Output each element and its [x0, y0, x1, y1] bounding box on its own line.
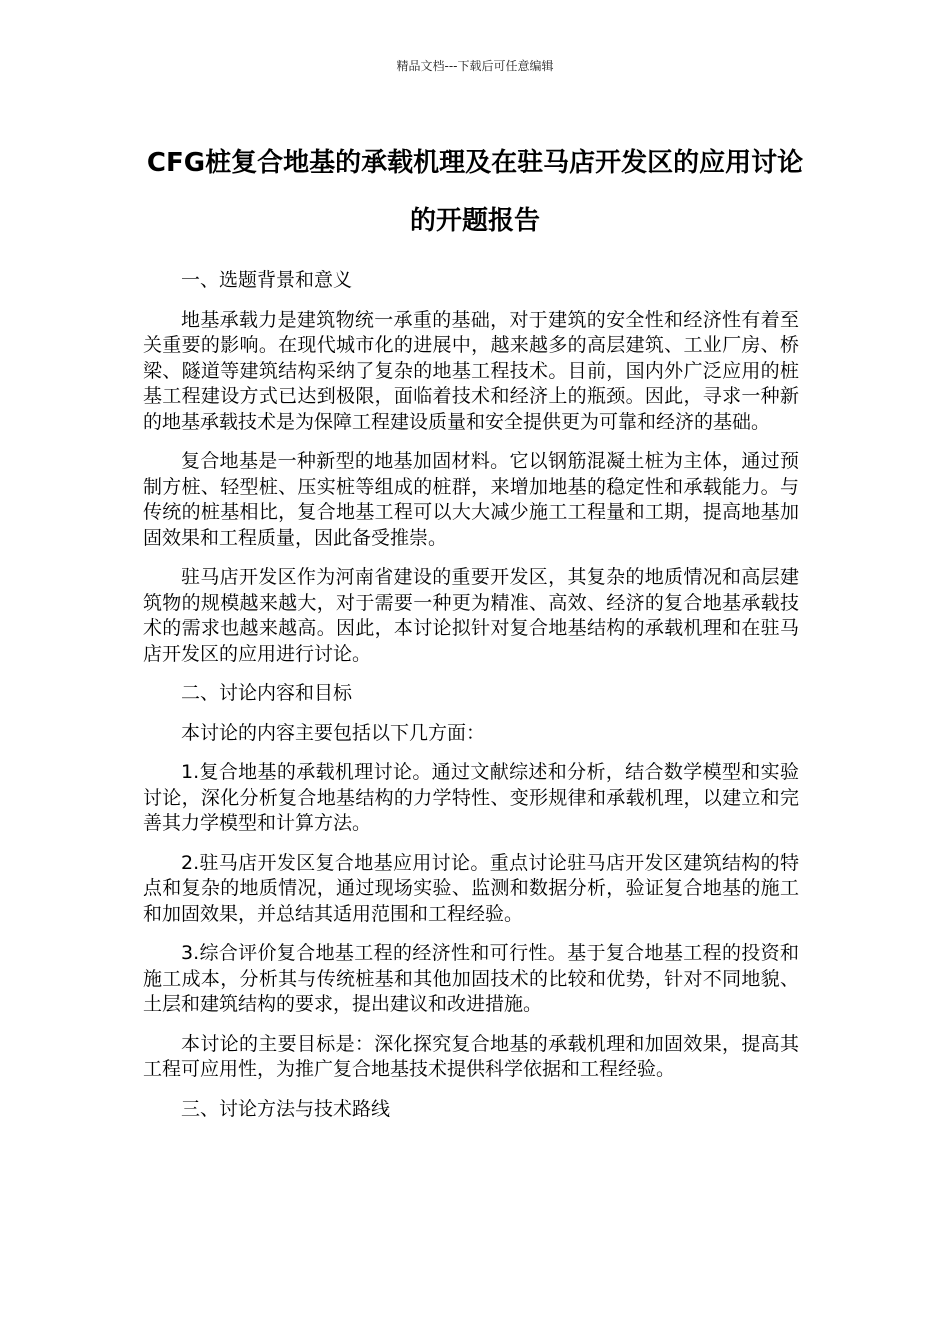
- section-heading-3: 三、讨论方法与技术路线: [181, 1097, 391, 1120]
- document-body: [143, 268, 799, 1136]
- section-heading-2: 二、讨论内容和目标: [181, 682, 353, 704]
- list-item-3: 3.综合评价复合地基工程的经济性和可行性。基于复合地基工程的投资和施工成本，分析其与传统桩基和其他加固技术的比较和优势，针对不同地貌、土层和建筑结构的要求，提出建议和改进措施。: [143, 942, 799, 1015]
- paragraph-background-2: 复合地基是一种新型的地基加固材料。它以钢筋混凝土桩为主体，通过预制方桩、轻型桩、压实桩等组成的桩群，来增加地基的稳定性和承载能力。与传统的桩基相比，复合地基工程可以大大减少施工工程量和工期，提高地基加固效果和工程质量，因此备受推崇。: [143, 450, 799, 549]
- list-item-2: 2.驻马店开发区复合地基应用讨论。重点讨论驻马店开发区建筑结构的特点和复杂的地质情况，通过现场实验、监测和数据分析，验证复合地基的施工和加固效果，并总结其适用范围和工程经验。: [143, 851, 799, 925]
- paragraph-background-3: 驻马店开发区作为河南省建设的重要开发区，其复杂的地质情况和高层建筑物的规模越来越大，对于需要一种更为精准、高效、经济的复合地基承载技术的需求也越来越高。因此，本讨论拟针对复合地基结构的承载机理和在驻马店开发区的应用进行讨论。: [143, 566, 799, 665]
- section-heading-1: 一、选题背景和意义: [181, 269, 353, 291]
- paragraph-goals: 本讨论的主要目标是：深化探究复合地基的承载机理和加固效果，提高其工程可应用性，为推广复合地基技术提供科学依据和工程经验。: [143, 1032, 799, 1080]
- header-note: 精品文档---下载后可任意编辑: [396, 59, 554, 73]
- document-title: CFG桩复合地基的承载机理及在驻马店开发区的应用讨论的开题报告: [146, 148, 804, 236]
- paragraph-background-1: 地基承载力是建筑物统一承重的基础，对于建筑的安全性和经济性有着至关重要的影响。在现代城市化的进展中，越来越多的高层建筑、工业厂房、桥梁、隧道等建筑结构采纳了复杂的地基工程技术。目前，国内外广泛应用的桩基工程建设方式已达到极限，面临着技术和经济上的瓶颈。因此，寻求一种新的地基承载技术是为保障工程建设质量和安全提供更为可靠和经济的基础。: [143, 308, 799, 433]
- paragraph-content-intro: 本讨论的内容主要包括以下几方面：: [181, 721, 486, 744]
- list-item-1: 1.复合地基的承载机理讨论。通过文献综述和分析，结合数学模型和实验讨论，深化分析复合地基结构的力学特性、变形规律和承载机理，以建立和完善其力学模型和计算方法。: [143, 761, 799, 834]
